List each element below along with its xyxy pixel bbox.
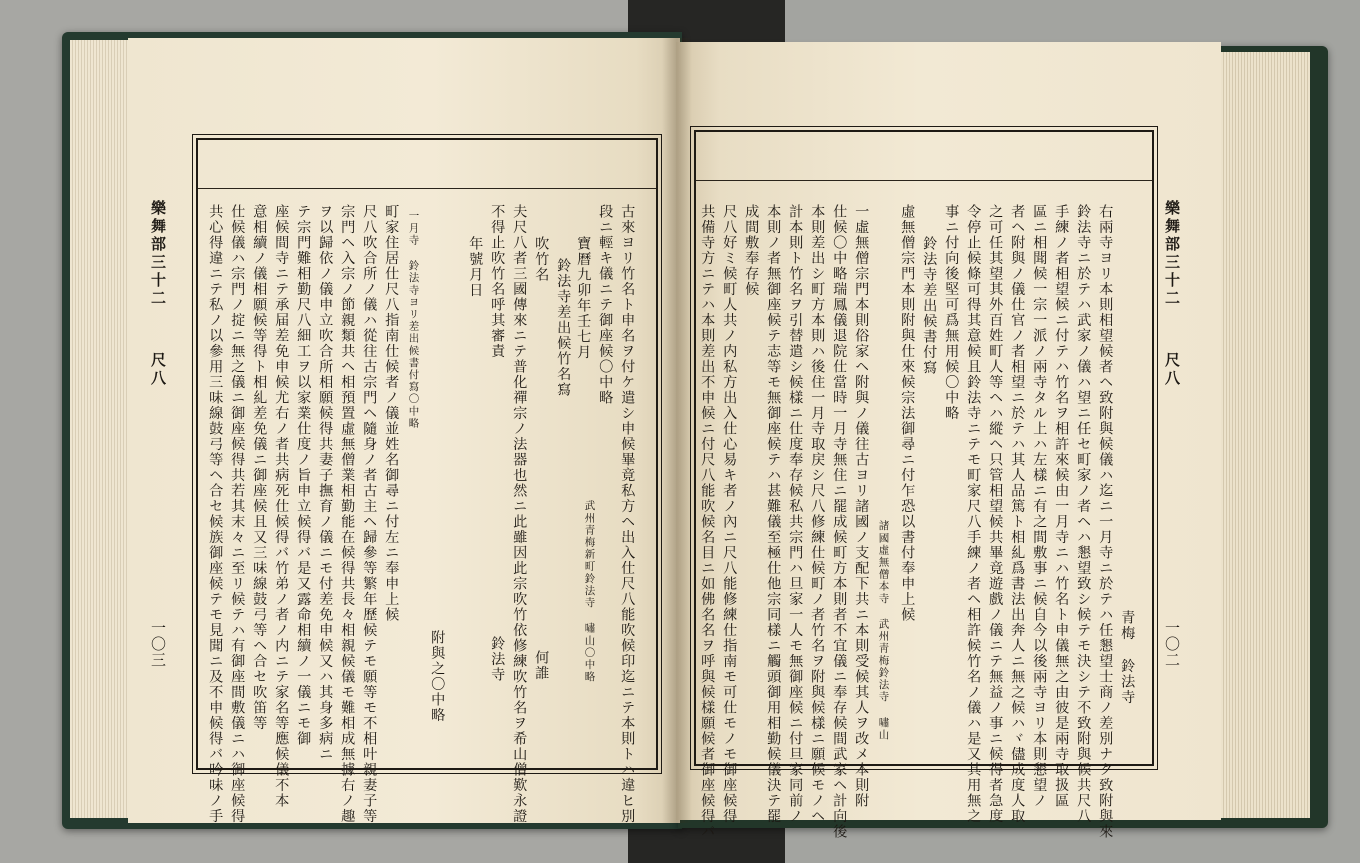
- right-text-column-2: 右兩寺ヨリ本則相望候者ヘ致附與候儀ハ迄ニ一月寺ニ於テハ任懇望士商ノ差別ナク致附與來: [1097, 204, 1114, 840]
- right-section-title: 尺八: [1163, 352, 1181, 388]
- page-edges-left: [70, 40, 130, 818]
- right-text-column-15: 本則差出シ町方本則ハ後住一月寺取戻シ尺八修練仕候町ノ者竹名ヲ附與候樣ニ願候モノヘ: [809, 204, 826, 824]
- right-text-column-13: 一虛無僧宗門本則俗家ヘ附與ノ儀往古ヨリ諸國ノ支配下共ニ本則受候其人ヲ改メ本則附: [853, 204, 870, 809]
- left-text-column-20: 仕候儀ハ宗門ノ掟ニ無之儀ニ御座候得共若其末々ニ至リ候テハ有御座間敷儀ニハ御座候得: [229, 204, 246, 824]
- right-text-column-12: 諸國虛無僧本寺 武州靑梅鈴法寺 嘯山: [877, 520, 890, 741]
- right-text-column-9: 事ニ付向後堅可爲無用候〇中略: [943, 204, 960, 421]
- left-text-column-17: テ宗門難相勤尺八細工ヲ以家業仕度ノ旨申立候得バ是又露命相續ノ一儀ニモ御: [295, 204, 312, 747]
- right-text-column-3: 鈴法寺ニ於テハ武家ノ儀ハ望ニ任セ町家ノ者ヘハ懇望致シ候テモ決シテ不致附與候共尺八: [1075, 204, 1092, 824]
- right-text-column-11: 虛無僧宗門本則附與仕來候宗法御尋ニ付乍恐以書付奉申上候: [899, 204, 916, 623]
- left-text-column-13: 町家住居仕尺八指南仕候者ノ儀並姓名御尋ニ付左ニ奉申上候: [383, 204, 400, 623]
- right-text-column-4: 手練ノ者相望候ニ付テハ竹名ヲ相許來候由一月寺ニハ竹名ト申儀無之由彼是兩寺取扱區: [1053, 204, 1070, 809]
- right-running-head: 樂舞部三十二: [1163, 200, 1181, 308]
- left-text-column-21: 共心得違ニテ私ノ以參用三味線鼓弓等ヘ合セ候族御座候テモ見聞ニ及不申候得バ吟味ノ手: [207, 204, 224, 824]
- right-text-column-6: 者ヘ附與ノ儀仕官ノ者相望ニ於テハ其人品篤ト相糺爲書法出奔人ニ無之候ハヾ儘成度人取: [1009, 204, 1026, 824]
- book-spine-gutter: [662, 38, 692, 823]
- right-text-column-18: 成間敷奉存候: [743, 204, 760, 297]
- left-text-column-4: 鈴法寺差出候竹名寫: [555, 258, 572, 398]
- left-text-column-8: 不得止吹竹名呼其審責: [489, 204, 506, 359]
- right-header-rule: [696, 180, 1152, 181]
- right-text-column-10: 鈴法寺差出候書付寫: [921, 236, 938, 376]
- left-text-column-15: 宗門ヘ入宗ノ節親類共ヘ相預置虛無僧業相勤能在候得共長々相親候儀モ難相成無據右ノ趣: [339, 204, 356, 824]
- left-text-column-14: 尺八吹合所ノ儀ハ從往古宗門ヘ隨身ノ者古主ヘ歸參等繁年歷候テモ願等モ不相叶親妻子等: [361, 204, 378, 824]
- right-text-column-5: 區ニ相聞候一宗一派ノ兩寺タル上ハ左樣ニ有之間敷事ニ候自今以後兩寺ヨリ本則懇望ノ: [1031, 204, 1048, 809]
- left-page-number: 一〇三: [149, 620, 167, 668]
- right-text-column-1: 青梅 鈴法寺: [1119, 610, 1136, 705]
- page-edges-right: [1215, 52, 1310, 818]
- left-text-column-7: 夫尺八者三國傳來ニテ普化禪宗ノ法器也然ニ此雖因此宗吹竹依修練吹竹名ヲ希山僧歎永證: [511, 204, 528, 824]
- left-text-column-16: ヲ以歸依ノ儀申立吹合所相願候得共妻子撫育ノ儀ニモ付差免申候又ハ其身多病ニ: [317, 204, 334, 762]
- left-text-column-11: 鈴法寺: [489, 636, 506, 683]
- right-text-column-20: 共備寺方ニテハ本則差出不申候ニ付尺八能吹候名目ニ如佛名名ヲ呼與候樣願候者御座候得バ: [699, 204, 716, 840]
- right-text-column-17: 本則ノ者無御座候テ志等モ無御座候テハ甚難儀至極仕他宗同樣ニ觸頭御用相勤候儀決テ罷: [765, 204, 782, 824]
- right-text-column-7: 之可任其望其外百姓町人等ヘハ縱ヘ只管相望候共畢竟遊戲ノ儀ニテ無益ノ事ニ候得者急度: [987, 204, 1004, 824]
- right-page-number: 一〇二: [1163, 620, 1181, 668]
- left-text-column-18: 座候間寺ニテ承届差免申候尤右ノ者共病死仕候得バ竹弟ノ者ノ内ニテ家名等應候儀不本: [273, 204, 290, 809]
- left-text-column-6: 吹竹名: [533, 236, 550, 283]
- left-running-head: 樂舞部三十二: [149, 200, 167, 308]
- left-text-column-1: 古來ヨリ竹名ト申名ヲ付ケ遣シ申候畢竟私方ヘ出入仕尺八能吹候印迄ニテ本則トハ違ヒ別: [619, 204, 636, 824]
- right-text-column-16: 計本則ト竹名ヲ引替遣シ候樣ニ仕度奉存候私共宗門ハ旦家一人モ無御座候ニ付旦家同前ノ: [787, 204, 804, 824]
- left-text-column-5: 武州青梅新町鈴法寺 嘯山〇中略: [583, 500, 596, 683]
- left-text-column-12: 一月寺 鈴法寺ヨリ差出候書付寫〇中略: [407, 210, 420, 430]
- left-header-rule: [198, 188, 656, 189]
- left-text-column-19: 意相續ノ儀相願候等得ト相糺差免儀ニ御座候且又三味線鼓弓等ヘ合セ吹笛等: [251, 204, 268, 731]
- left-section-title: 尺八: [149, 352, 167, 388]
- right-text-column-8: 令停止候條可得其意候且鈴法寺ニテモ町家尺八手練ノ者ヘ相許候竹名ノ儀ハ是又其用無之: [965, 204, 982, 824]
- left-text-column-10: 年號月日: [467, 236, 484, 298]
- right-text-column-19: 尺八好ミ候町人共ノ内私方出入仕心易キ者ノ內ニ尺八能修練仕指南モ可仕モノモ御座候得: [721, 204, 738, 824]
- left-text-column-3: 寶曆九卯年壬七月: [575, 236, 592, 360]
- left-text-column-22: 附與之〇中略: [429, 630, 446, 723]
- left-text-column-2: 段ニ輕キ儀ニテ御座候〇中略: [597, 204, 614, 406]
- right-text-column-14: 仕候〇中略瑞鳳儀退院仕當時一月寺無住ニ罷成候町方本則者不宜儀ニ奉存候間武家ヘ計向後: [831, 204, 848, 840]
- left-text-column-9: 何誰: [533, 650, 550, 681]
